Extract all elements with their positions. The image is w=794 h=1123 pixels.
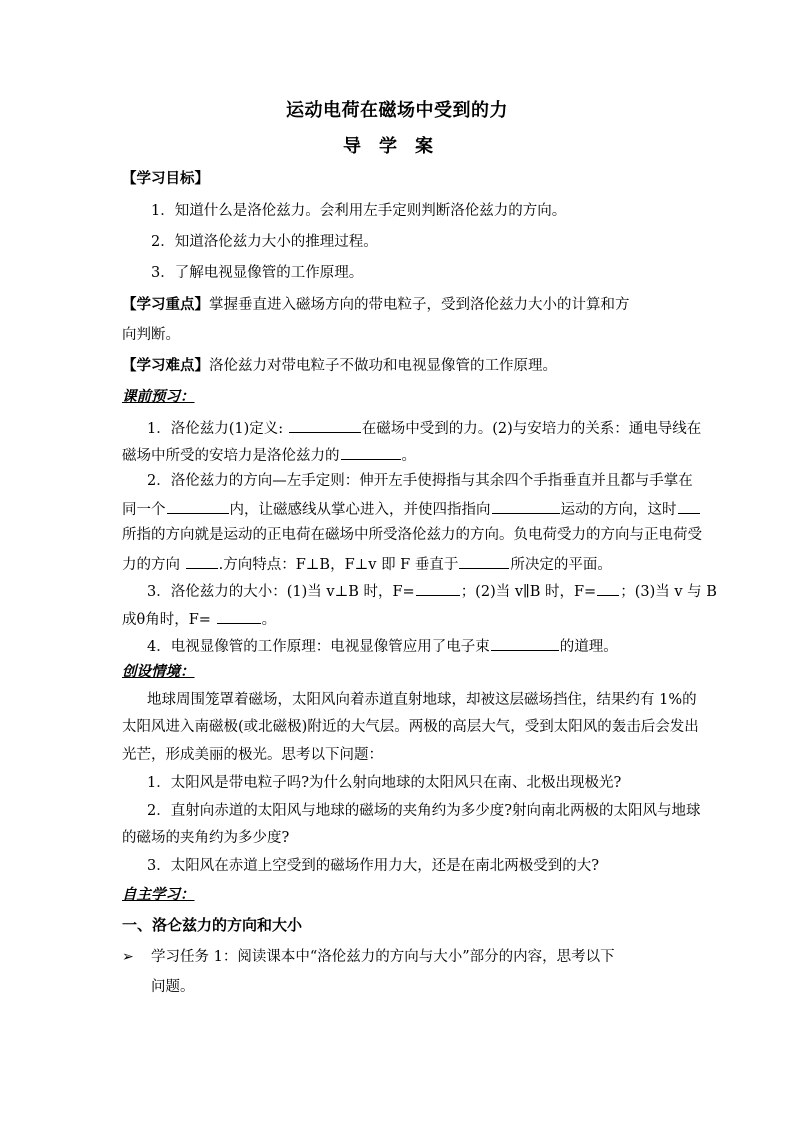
blank: [678, 501, 700, 514]
key-point-line2: 向判断。: [122, 327, 180, 343]
difficulty-line: [122, 359, 557, 374]
blank: [167, 501, 229, 514]
scenario-para-line2: 太阳风进入南磁极(或北磁极)附近的大气层。两极的高层大气，受到太阳风的轰击后会发出: [122, 719, 699, 735]
preview-q3-line1: [147, 583, 717, 600]
preview-q2-line1: 2．洛伦兹力的方向—左手定则：伸开左手使拇指与其余四个手指垂直并且都与手掌在: [147, 473, 693, 489]
blank: [459, 556, 509, 569]
preview-q3-text-a: 3．洛伦兹力的大小：(1)当 v⊥B 时，F=: [147, 584, 415, 600]
preview-q2-line2: [122, 501, 701, 518]
preview-header: 课前预习：: [122, 388, 195, 405]
preview-q1-line1: [147, 420, 701, 437]
preview-q2-line3: 所指的方向就是运动的正电荷在磁场中所受洛伦兹力的方向。负电荷受力的方向与正电荷受: [122, 527, 702, 543]
preview-q3-text-b: ；(2)当 v∥B 时，F=: [460, 584, 597, 600]
scenario-question-2-line1: 2．直射向赤道的太阳风与地球的磁场的夹角约为多少度?射向南北两极的太阳风与地球: [147, 803, 701, 819]
key-point-text: 掌握垂直进入磁场方向的带电粒子，受到洛伦兹力大小的计算和方: [209, 297, 630, 313]
scenario-question-3: 3．太阳风在赤道上空受到的磁场作用力大，还是在南北两极受到的大?: [147, 858, 599, 874]
preview-q2-text-d: 运动的方向，这时: [560, 502, 677, 518]
blank: [186, 556, 218, 569]
preview-q4-text-b: 的道理。: [559, 639, 618, 655]
blank: [416, 583, 460, 596]
goals-header: 【学习目标】: [122, 170, 209, 187]
goal-item-2: 2．知道洛伦兹力大小的推理过程。: [151, 234, 378, 250]
scenario-header: 创设情境：: [122, 663, 195, 680]
preview-q2-text-f: 力的方向: [122, 557, 185, 573]
difficulty-label: 【学习难点】: [122, 357, 209, 374]
blank: [289, 420, 361, 433]
blank: [341, 447, 401, 460]
preview-q2-text-c: 内，让磁感线从掌心进入，并使四指指向: [229, 502, 491, 518]
key-point-line1: [122, 298, 630, 313]
preview-q1-text-c: 磁场中所受的安培力是洛伦兹力的: [122, 448, 340, 464]
preview-q3-line2: [122, 611, 276, 628]
scenario-para-line3: 光芒，形成美丽的极光。思考以下问题：: [122, 747, 383, 763]
section-heading: 一、洛仑兹力的方向和大小: [122, 916, 303, 934]
blank: [491, 638, 559, 651]
blank: [217, 611, 261, 624]
page-title: 运动电荷在磁场中受到的力: [286, 100, 508, 121]
preview-q4-text-a: 4．电视显像管的工作原理：电视显像管应用了电子束: [147, 639, 490, 655]
preview-q1-text-b: 在磁场中受到的力。(2)与安培力的关系：通电导线在: [361, 421, 702, 437]
preview-q1-text-a: 1．洛伦兹力(1)定义:: [147, 421, 288, 437]
goal-item-3: 3．了解电视显像管的工作原理。: [151, 265, 364, 281]
difficulty-text: 洛伦兹力对带电粒子不做功和电视显像管的工作原理。: [209, 358, 557, 374]
blank: [597, 583, 619, 596]
blank: [492, 501, 560, 514]
self-study-header: 自主学习：: [122, 886, 195, 903]
task-1-line1: 学习任务 1：阅读课本中“洛伦兹力的方向与大小”部分的内容，思考以下: [151, 949, 615, 965]
scenario-question-2-line2: 的磁场的夹角约为多少度?: [122, 830, 290, 846]
scenario-para-line1: 地球周围笼罩着磁场，太阳风向着赤道直射地球，却被这层磁场挡住，结果约有 1%的: [147, 692, 697, 708]
page-subtitle: 导学案: [343, 136, 451, 157]
preview-q3-text-d: 成θ角时，F=: [122, 612, 216, 628]
preview-q4-line: [147, 638, 618, 655]
preview-q1-line2: [122, 447, 416, 464]
preview-q2-text-g: .方向特点：F⊥B，F⊥v 即 F 垂直于: [218, 557, 459, 573]
goal-item-1: 1．知道什么是洛伦兹力。会利用左手定则判断洛伦兹力的方向。: [151, 203, 567, 219]
preview-q3-text-c: ；(3)当 v 与 B: [620, 584, 717, 600]
key-point-label: 【学习重点】: [122, 296, 209, 313]
bullet-arrow-icon: ➢: [122, 949, 134, 965]
scenario-question-1: 1．太阳风是带电粒子吗?为什么射向地球的太阳风只在南、北极出现极光?: [147, 775, 622, 791]
preview-q2-text-b: 同一个: [122, 502, 166, 518]
preview-q2-line4: [122, 556, 612, 573]
preview-q1-text-d: 。: [401, 448, 416, 464]
preview-q2-text-h: 所决定的平面。: [510, 557, 612, 573]
preview-q3-text-e: 。: [261, 612, 277, 628]
task-1-line2: 问题。: [151, 979, 195, 995]
